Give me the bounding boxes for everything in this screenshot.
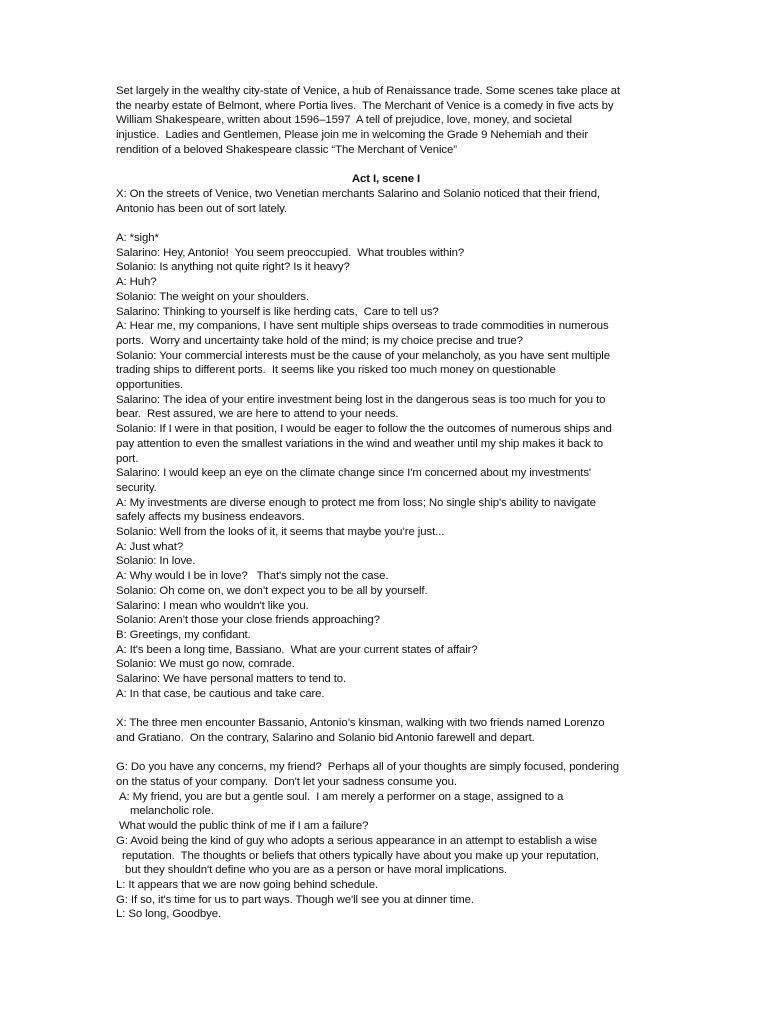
dialogue-line: A: It's been a long time, Bassiano. What are your current states of affair?	[116, 643, 478, 656]
dialogue-line: but they shouldn't define who you are as a person or have moral implications.	[125, 864, 507, 877]
dialogue-line: ports. Worry and uncertainty take hold of the mind; is my choice precise and true?	[116, 334, 523, 347]
dialogue-line: Solanio: If I were in that position, I would be eager to follow the the outcomes of numerous ships and	[116, 423, 612, 436]
dialogue-line: melancholic role.	[130, 805, 214, 818]
dialogue-line: G: Avoid being the kind of guy who adopts a serious appearance in an attempt to establish a wise	[116, 834, 597, 847]
intro-line: injustice. Ladies and Gentlemen, Please join me in welcoming the Grade 9 Nehemiah and their	[116, 129, 589, 142]
dialogue-block-2	[116, 760, 656, 922]
dialogue-line: opportunities.	[116, 379, 183, 392]
narration-line: and Gratiano. On the contrary, Salarino and Solanio bid Antonio farewell and depart.	[116, 731, 535, 744]
dialogue-line: Solanio: Aren’t those your close friends approaching?	[116, 614, 380, 627]
intro-paragraph	[116, 84, 656, 158]
dialogue-line: on the status of your company. Don't let your sadness consume you.	[116, 775, 457, 788]
dialogue-block-1	[116, 231, 656, 702]
dialogue-line: A: Just what?	[116, 540, 184, 553]
dialogue-line: B: Greetings, my confidant.	[116, 628, 251, 641]
dialogue-line: A: Hear me, my companions, I have sent multiple ships overseas to trade commodities in numerous	[116, 320, 609, 333]
narration-line: X: The three men encounter Bassanio, Antonio’s kinsman, walking with two friends named Lorenzo	[116, 717, 605, 730]
narration-line: X: On the streets of Venice, two Venetian merchants Salarino and Solanio noticed that their friend,	[116, 187, 600, 200]
dialogue-line: A: My investments are diverse enough to protect me from loss; No single ship's ability to navigate	[116, 496, 596, 509]
dialogue-line: L: It appears that we are now going behind schedule.	[116, 878, 379, 891]
dialogue-line: Salarino: I mean who wouldn't like you.	[116, 599, 309, 612]
blank-line	[116, 216, 656, 231]
dialogue-line: G: Do you have any concerns, my friend? Perhaps all of your thoughts are simply focused, pondering	[116, 761, 619, 774]
dialogue-line: Solanio: Oh come on, we don’t expect you to be all by yourself.	[116, 584, 428, 597]
intro-line: William Shakespeare, written about 1596–1597 A tell of prejudice, love, money, and societal	[116, 114, 572, 127]
dialogue-line: Solanio: Your commercial interests must be the cause of your melancholy, as you have sent multiple	[116, 349, 610, 362]
dialogue-line: Salarino: We have personal matters to tend to.	[116, 673, 347, 686]
dialogue-line: Salarino: Thinking to yourself is like herding cats, Care to tell us?	[116, 305, 439, 318]
dialogue-line: pay attention to even the smallest variations in the wind and weather until my ship makes it back to	[116, 437, 604, 450]
dialogue-line: What would the public think of me if I am a failure?	[119, 820, 369, 833]
narration-1	[116, 187, 656, 216]
dialogue-line: A: Why would I be in love? That's simply not the case.	[116, 570, 389, 583]
intro-line: rendition of a beloved Shakespeare classic “The Merchant of Venice”	[116, 143, 457, 156]
intro-line: Set largely in the wealthy city-state of Venice, a hub of Renaissance trade. Some scenes take place at	[116, 85, 620, 97]
narration-2	[116, 716, 656, 745]
dialogue-line: Salarino: The idea of your entire investment being lost in the dangerous seas is too much for you to	[116, 393, 606, 406]
dialogue-line: G: If so, it's time for us to part ways. Though we'll see you at dinner time.	[116, 893, 474, 906]
intro-line: the nearby estate of Belmont, where Portia lives. The Merchant of Venice is a comedy in five acts by	[116, 99, 614, 112]
dialogue-line: A: In that case, be cautious and take care.	[116, 687, 325, 700]
narration-line: Antonio has been out of sort lately.	[116, 202, 287, 215]
dialogue-line: A: *sigh*	[116, 232, 159, 244]
dialogue-line: A: Huh?	[116, 276, 157, 289]
dialogue-line: security.	[116, 481, 157, 494]
scene-heading: Act I, scene I	[351, 173, 421, 186]
document-page	[116, 84, 656, 922]
dialogue-line: A: My friend, you are but a gentle soul. I am merely a performer on a stage, assigned to a	[119, 790, 564, 803]
dialogue-line: safely affects my business endeavors.	[116, 511, 305, 524]
dialogue-line: reputation. The thoughts or beliefs that others typically have about you make up your reputation,	[122, 849, 599, 862]
dialogue-line: Solanio: The weight on your shoulders.	[116, 290, 309, 303]
dialogue-line: Solanio: In love.	[116, 555, 196, 568]
blank-line	[116, 702, 656, 717]
dialogue-line: Solanio: Well from the looks of it, it seems that maybe you’re just...	[116, 526, 445, 539]
dialogue-line: Solanio: We must go now, comrade.	[116, 658, 295, 671]
dialogue-line: Solanio: Is anything not quite right? Is it heavy?	[116, 261, 350, 274]
dialogue-line: trading ships to different ports. It seems like you risked too much money on questionable	[116, 364, 556, 377]
dialogue-line: Salarino: I would keep an eye on the climate change since I'm concerned about my investments'	[116, 467, 591, 480]
dialogue-line: L: So long, Goodbye.	[116, 908, 222, 921]
dialogue-line: Salarino: Hey, Antonio! You seem preoccupied. What troubles within?	[116, 246, 465, 259]
dialogue-line: bear. Rest assured, we are here to attend to your needs.	[116, 408, 399, 421]
blank-line	[116, 746, 656, 761]
dialogue-line: port.	[116, 452, 139, 465]
